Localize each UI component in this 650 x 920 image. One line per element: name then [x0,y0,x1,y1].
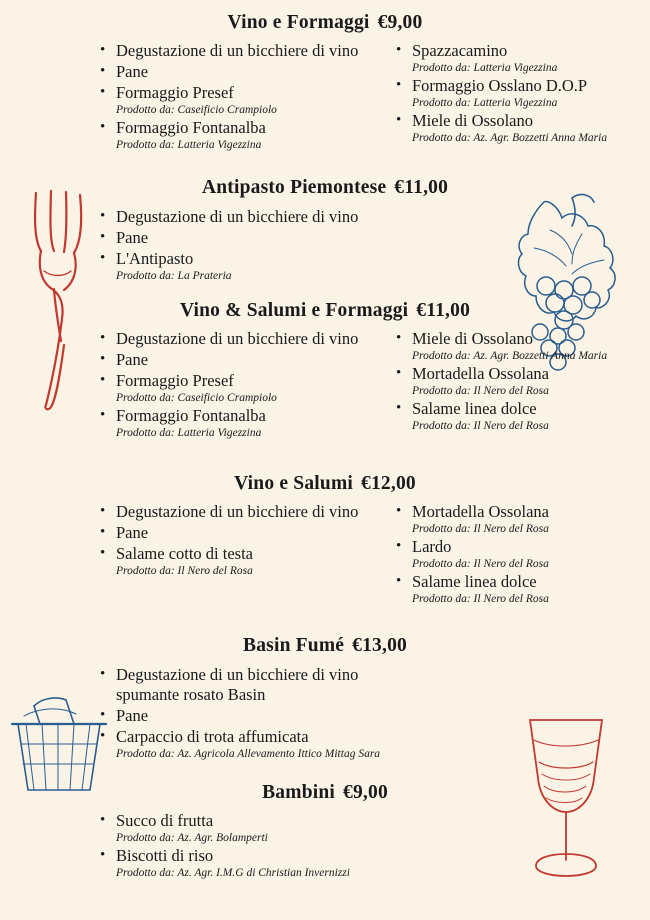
section-columns [0,502,650,607]
item-producer: Prodotto da: Az. Agricola Allevamento Ittico Mittag Sara [116,747,381,760]
section-column-left [100,207,396,284]
list-item [100,118,396,152]
section-columns [0,665,650,762]
list-item [100,228,396,248]
item-name: • Degustazione di un bicchiere di vino spumante rosato Basin [116,664,359,704]
item-name: • Degustazione di un bicchiere di vino [116,41,359,61]
section-title [0,175,650,201]
item-name: • Spazzacamino [412,41,508,61]
list-item [100,706,396,726]
list-item [396,329,640,363]
item-producer: Prodotto da: Il Nero del Rosa [412,558,549,571]
item-name: • Mortadella Ossolana [412,363,550,383]
section-price: €11,00 [394,177,449,199]
list-item [100,62,396,82]
item-producer: Prodotto da: Az. Agr. I.M.G di Christian Invernizzi [116,866,350,879]
item-producer: Prodotto da: Caseificio Crampiolo [116,104,277,117]
section-title [0,10,650,36]
list-item [100,727,396,761]
list-item [396,76,640,110]
list-item [100,207,396,227]
menu-section [0,10,650,153]
item-producer: Prodotto da: Az. Agr. Bolamperti [116,831,268,844]
section-title [0,471,650,497]
item-name: • Formaggio Fontanalba [116,118,266,138]
list-item [100,406,396,440]
item-list [100,811,396,880]
section-column-right [396,329,640,441]
item-name: • Formaggio Presef [116,83,234,103]
item-list [100,502,396,578]
item-name: • Degustazione di un bicchiere di vino [116,206,359,226]
item-name: • Pane [116,349,149,369]
menu-section [0,298,650,441]
list-item [396,572,640,606]
section-columns [0,207,650,284]
section-column-right [396,41,640,153]
section-name: Vino & Salumi e Formaggi [179,299,409,321]
item-name: • Salame cotto di testa [116,544,254,564]
item-producer: Prodotto da: Il Nero del Rosa [116,565,253,578]
list-item [100,544,396,578]
section-column-right [396,502,640,607]
item-producer: Prodotto da: Il Nero del Rosa [412,419,549,432]
item-producer: Prodotto da: La Prateria [116,269,232,282]
section-columns [0,329,650,441]
section-name: Antipasto Piemontese [201,177,387,199]
list-item [396,364,640,398]
item-producer: Prodotto da: Latteria Vigezzina [412,97,558,110]
menu-section [0,633,650,761]
item-name: • Carpaccio di trota affumicata [116,726,309,746]
section-price: €9,00 [377,12,423,33]
item-name: • Degustazione di un bicchiere di vino [116,328,359,348]
section-columns [0,811,650,881]
section-column-left [100,811,396,881]
section-title [0,633,650,659]
item-name: • L'Antipasto [116,248,194,268]
list-item [396,41,640,75]
list-item [396,111,640,145]
section-name: Bambini [262,781,336,803]
section-price: €9,00 [343,781,388,803]
section-price: €12,00 [361,472,416,494]
section-name: Vino e Salumi [234,472,354,494]
item-name: • Formaggio Fontanalba [116,405,266,425]
item-name: • Salame linea dolce [412,572,537,592]
list-item [100,371,396,405]
menu-section [0,780,650,881]
item-list [396,329,640,433]
list-item [100,249,396,283]
list-item [100,41,396,61]
item-producer: Prodotto da: Latteria Vigezzina [116,426,262,439]
item-name: • Miele di Ossolano [412,328,533,348]
item-name: • Formaggio Presef [116,370,234,390]
item-producer: Prodotto da: Il Nero del Rosa [412,593,549,606]
section-column-left [100,41,396,153]
item-producer: Prodotto da: Az. Agr. Bozzetti Anna Maria [412,349,608,362]
list-item [396,502,640,536]
item-producer: Prodotto da: Il Nero del Rosa [412,523,549,536]
section-column-left [100,665,396,762]
list-item [100,350,396,370]
item-list [396,41,640,145]
item-list [100,207,396,283]
section-title [0,298,650,324]
list-item [100,846,396,880]
list-item [100,329,396,349]
item-producer: Prodotto da: Caseificio Crampiolo [116,391,277,404]
item-list [100,329,396,440]
section-title [0,780,650,806]
list-item [100,523,396,543]
section-columns [0,41,650,153]
list-item [396,537,640,571]
menu-section [0,175,650,283]
item-name: • Mortadella Ossolana [412,502,550,522]
item-name: • Lardo [412,537,452,557]
item-name: • Succo di frutta [116,810,214,830]
item-list [396,502,640,606]
item-name: • Formaggio Osslano D.O.P [412,76,588,96]
list-item [100,665,396,705]
item-producer: Prodotto da: Latteria Vigezzina [116,139,262,152]
section-price: €11,00 [416,299,471,321]
item-name: • Pane [116,523,149,543]
list-item [100,83,396,117]
item-producer: Prodotto da: Latteria Vigezzina [412,62,558,75]
item-name: • Salame linea dolce [412,398,537,418]
item-name: • Miele di Ossolano [412,111,533,131]
section-column-left [100,502,396,607]
item-name: • Pane [116,227,149,247]
item-list [100,665,396,761]
item-name: • Pane [116,62,149,82]
item-name: • Degustazione di un bicchiere di vino [116,502,359,522]
menu-section [0,471,650,607]
list-item [100,502,396,522]
item-producer: Prodotto da: Il Nero del Rosa [412,384,549,397]
section-name: Basin Fumé [243,635,345,657]
item-name: • Pane [116,705,149,725]
item-list [100,41,396,152]
section-price: €13,00 [352,635,407,657]
section-column-left [100,329,396,441]
list-item [396,399,640,433]
item-producer: Prodotto da: Az. Agr. Bozzetti Anna Maria [412,132,608,145]
list-item [100,811,396,845]
section-name: Vino e Formaggi [227,12,370,33]
item-name: • Biscotti di riso [116,845,214,865]
